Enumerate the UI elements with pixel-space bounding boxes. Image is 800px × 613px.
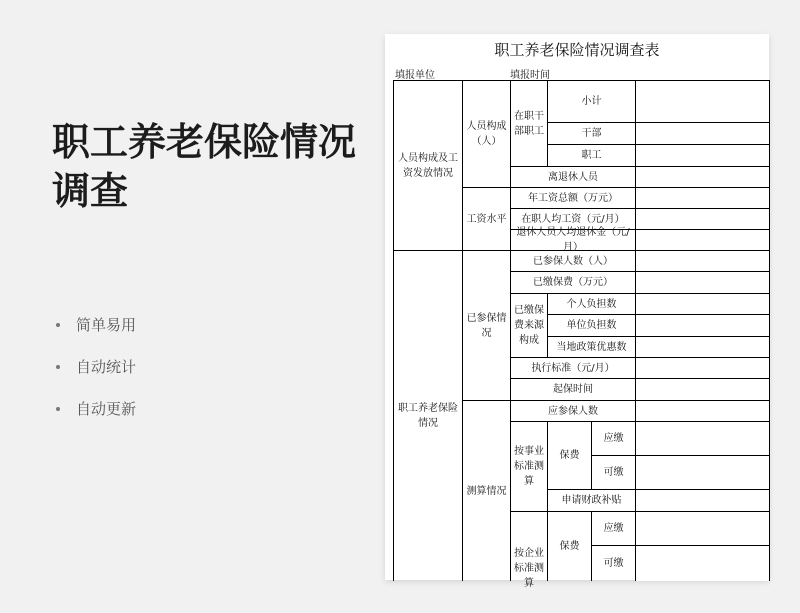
- group-composition: 人员构成（人）: [463, 81, 511, 188]
- survey-table: [393, 80, 770, 589]
- value-cell: [636, 401, 770, 422]
- row-workers: 职工: [548, 145, 636, 167]
- value-cell: [636, 230, 770, 251]
- value-cell: [636, 167, 770, 188]
- fill-unit-label: 填报单位: [395, 70, 435, 81]
- row-premium-2: 保费: [548, 512, 592, 581]
- row-should-insure: 应参保人数: [511, 401, 636, 422]
- group-wage-level: 工资水平: [463, 188, 511, 251]
- value-cell: [636, 188, 770, 209]
- row-fiscal-subsidy: 申请财政补贴: [548, 490, 636, 512]
- feature-list: [56, 313, 136, 439]
- feature-label: 简单易用: [76, 316, 137, 334]
- row-paid-premium: 已缴保费（万元）: [511, 272, 636, 294]
- row-insured-count: 已参保人数（人）: [511, 251, 636, 272]
- value-cell: [636, 209, 770, 230]
- value-cell: [636, 512, 770, 546]
- value-cell: [636, 123, 770, 145]
- section-insurance: 职工养老保险情况: [394, 251, 463, 581]
- row-avg-pension: 退休人员人均退休金（元/月）: [511, 230, 636, 251]
- row-premium-source: 已缴保费来源构成: [511, 294, 548, 358]
- row-in-service: 在职干部职工: [511, 81, 548, 167]
- feature-label: 自动统计: [76, 358, 137, 376]
- value-cell: [636, 251, 770, 272]
- feature-item: [56, 397, 136, 439]
- row-due: 应缴: [592, 422, 636, 456]
- row-subtotal: 小计: [548, 81, 636, 123]
- value-cell: [636, 490, 770, 512]
- section-personnel: 人员构成及工资发放情况: [394, 81, 463, 251]
- value-cell: [636, 422, 770, 456]
- row-unit-share: 单位负担数: [548, 315, 636, 337]
- row-local-policy: 当地政策优惠数: [548, 337, 636, 358]
- row-payable-2: 可缴: [592, 546, 636, 581]
- row-start-time: 起保时间: [511, 379, 636, 401]
- group-insured-status: 已参保情况: [463, 251, 511, 401]
- bullet-icon: [56, 365, 60, 369]
- hero-title: 职工养老保险情况调查: [52, 120, 357, 213]
- feature-item: [56, 313, 136, 355]
- value-cell: [636, 272, 770, 294]
- row-cadres: 干部: [548, 123, 636, 145]
- group-calculation: 测算情况: [463, 401, 511, 581]
- row-avg-wage: 在职人均工资（元/月）: [511, 209, 636, 230]
- bullet-icon: [56, 323, 60, 327]
- value-cell: [636, 81, 770, 123]
- value-cell: [636, 379, 770, 401]
- value-cell: [636, 294, 770, 315]
- bullet-icon: [56, 407, 60, 411]
- value-cell: [636, 358, 770, 379]
- feature-label: 自动更新: [76, 400, 137, 418]
- document-title: 职工养老保险情况调查表: [494, 41, 660, 59]
- value-cell: [636, 546, 770, 581]
- row-payable: 可缴: [592, 456, 636, 490]
- row-by-enterprise-standard: 按企业标准测算: [511, 512, 548, 581]
- feature-item: [56, 355, 136, 397]
- row-retirees: 离退休人员: [511, 167, 636, 188]
- value-cell: [636, 145, 770, 167]
- row-premium: 保费: [548, 422, 592, 490]
- row-due-2: 应缴: [592, 512, 636, 546]
- document-preview: [385, 34, 769, 589]
- row-personal-share: 个人负担数: [548, 294, 636, 315]
- value-cell: [636, 337, 770, 358]
- row-by-public-standard: 按事业标准测算: [511, 422, 548, 512]
- value-cell: [636, 456, 770, 490]
- fill-time-label: 填报时间: [510, 70, 550, 81]
- row-standard: 执行标准（元/月）: [511, 358, 636, 379]
- value-cell: [636, 315, 770, 337]
- row-annual-wage-total: 年工资总额（万元）: [511, 188, 636, 209]
